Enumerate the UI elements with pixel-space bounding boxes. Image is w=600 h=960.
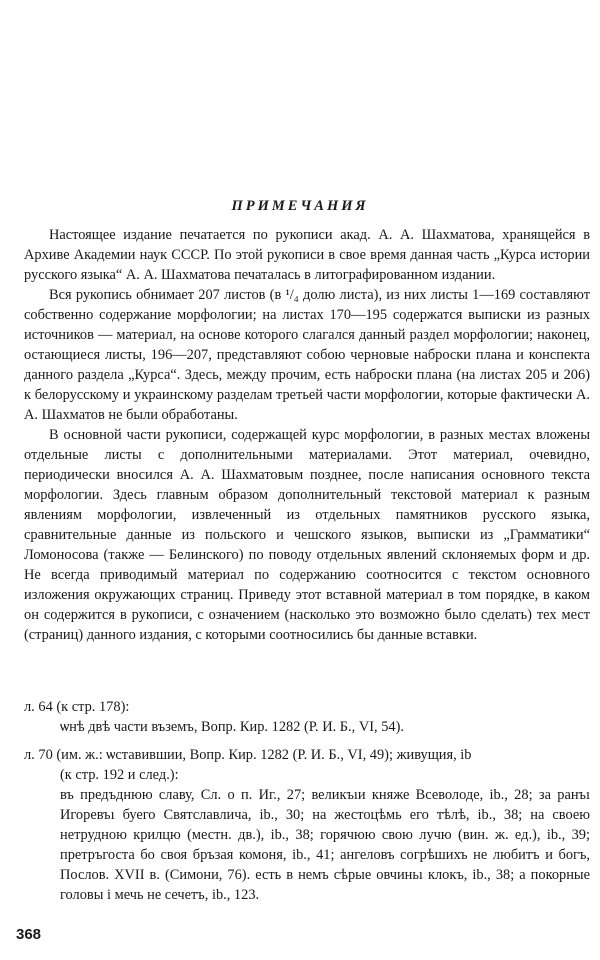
reference-entry xyxy=(24,745,590,905)
reference-text: (к стр. 192 и след.): xyxy=(60,767,179,783)
page-number: 368 xyxy=(16,926,42,943)
paragraph-supplementary-materials: В основной части рукописи, содержащей курс морфологии, в разных местах вложены отдельные листы с дополнительными материалами. Этот материал, очевидно, периодически вносился А. А. Шахматовым позднее, после написания основного текста морфологии. Здесь главным образом дополнительный текстовой материал к разным явлениям морфологии, извлеченный из отдельных памятников русского языка, сравнительные данные из польского и чешского языков, выписки из „Грамматики“ Ломоносова (также — Белинского) по поводу отдельных явлений склоняемых форм и др. Не всегда приводимый материал по содержанию соотносится с текстом основного изложения окружающих страниц. Приведу этот вставной материал в том порядке, в каком он содержится в рукописи, с означением (насколько это возможно было сделать) тех мест (страниц) данного издания, с которыми соотносились бы данные вставки. xyxy=(24,427,590,643)
main-text xyxy=(24,225,590,645)
paragraph-intro: Настоящее издание печатается по рукописи акад. А. А. Шахматова, хранящейся в Архиве Академии наук СССР. По этой рукописи в свое время данная часть „Курса истории русского языка“ А. А. Шахматова печаталась в литографированном издании. xyxy=(24,227,590,283)
reference-head: л. 64 (к стр. 178): xyxy=(24,699,130,715)
paragraph-manuscript-description: Вся рукопись обнимает 207 листов (в ¹/₄ долю листа), из них листы 1—169 составляют собственно содержание морфологии; на листах 170—195 содержатся выписки из разных источников — материал, на основе которого слагался данный раздел морфологии; наконец, остающиеся листы, 196—207, представляют собою черновые наброски плана и конспекта данного раздела „Курса“. Здесь, между прочим, есть наброски плана (на листах 205 и 206) к белорусскому и украинскому разделам третьей части морфологии, которые фактически А. А. Шахматов не были обработаны. xyxy=(24,287,590,423)
reference-text: ѡнѣ двѣ части въземъ, Вопр. Кир. 1282 (Р. И. Б., VI, 54). xyxy=(60,719,404,735)
reference-list xyxy=(24,697,590,913)
reference-text: въ предъднюю славу, Сл. о п. Иг., 27; великъıи княже Всеволоде, ib., 28; за ранъı Игоревъı буего Святславлича, ib., 30; на жестоцѣмь его тѣлѣ, ib., 38; на своею нетрудною крилцю (местн. дв.), ib., 38; горячюю свою лучю (вин. ж. ед.), ib., 39; претръгоста бо своя бръзая комоня, ib., 41; ангеловъ согрѣшихъ не любитъ и богъ, Послов. XVII в. (Симони, 76). есть в немъ сѣрые овчиньı клокъ, ib., 38; а покорные головы і мечь не сечетъ, ib., 123. xyxy=(60,787,590,903)
reference-head: л. 70 (им. ж.: ѡставившии, Вопр. Кир. 1282 (Р. И. Б., VI, 49); живущия, ib xyxy=(24,747,472,763)
page-title: ПРИМЕЧАНИЯ xyxy=(231,198,369,214)
reference-entry xyxy=(24,697,590,737)
